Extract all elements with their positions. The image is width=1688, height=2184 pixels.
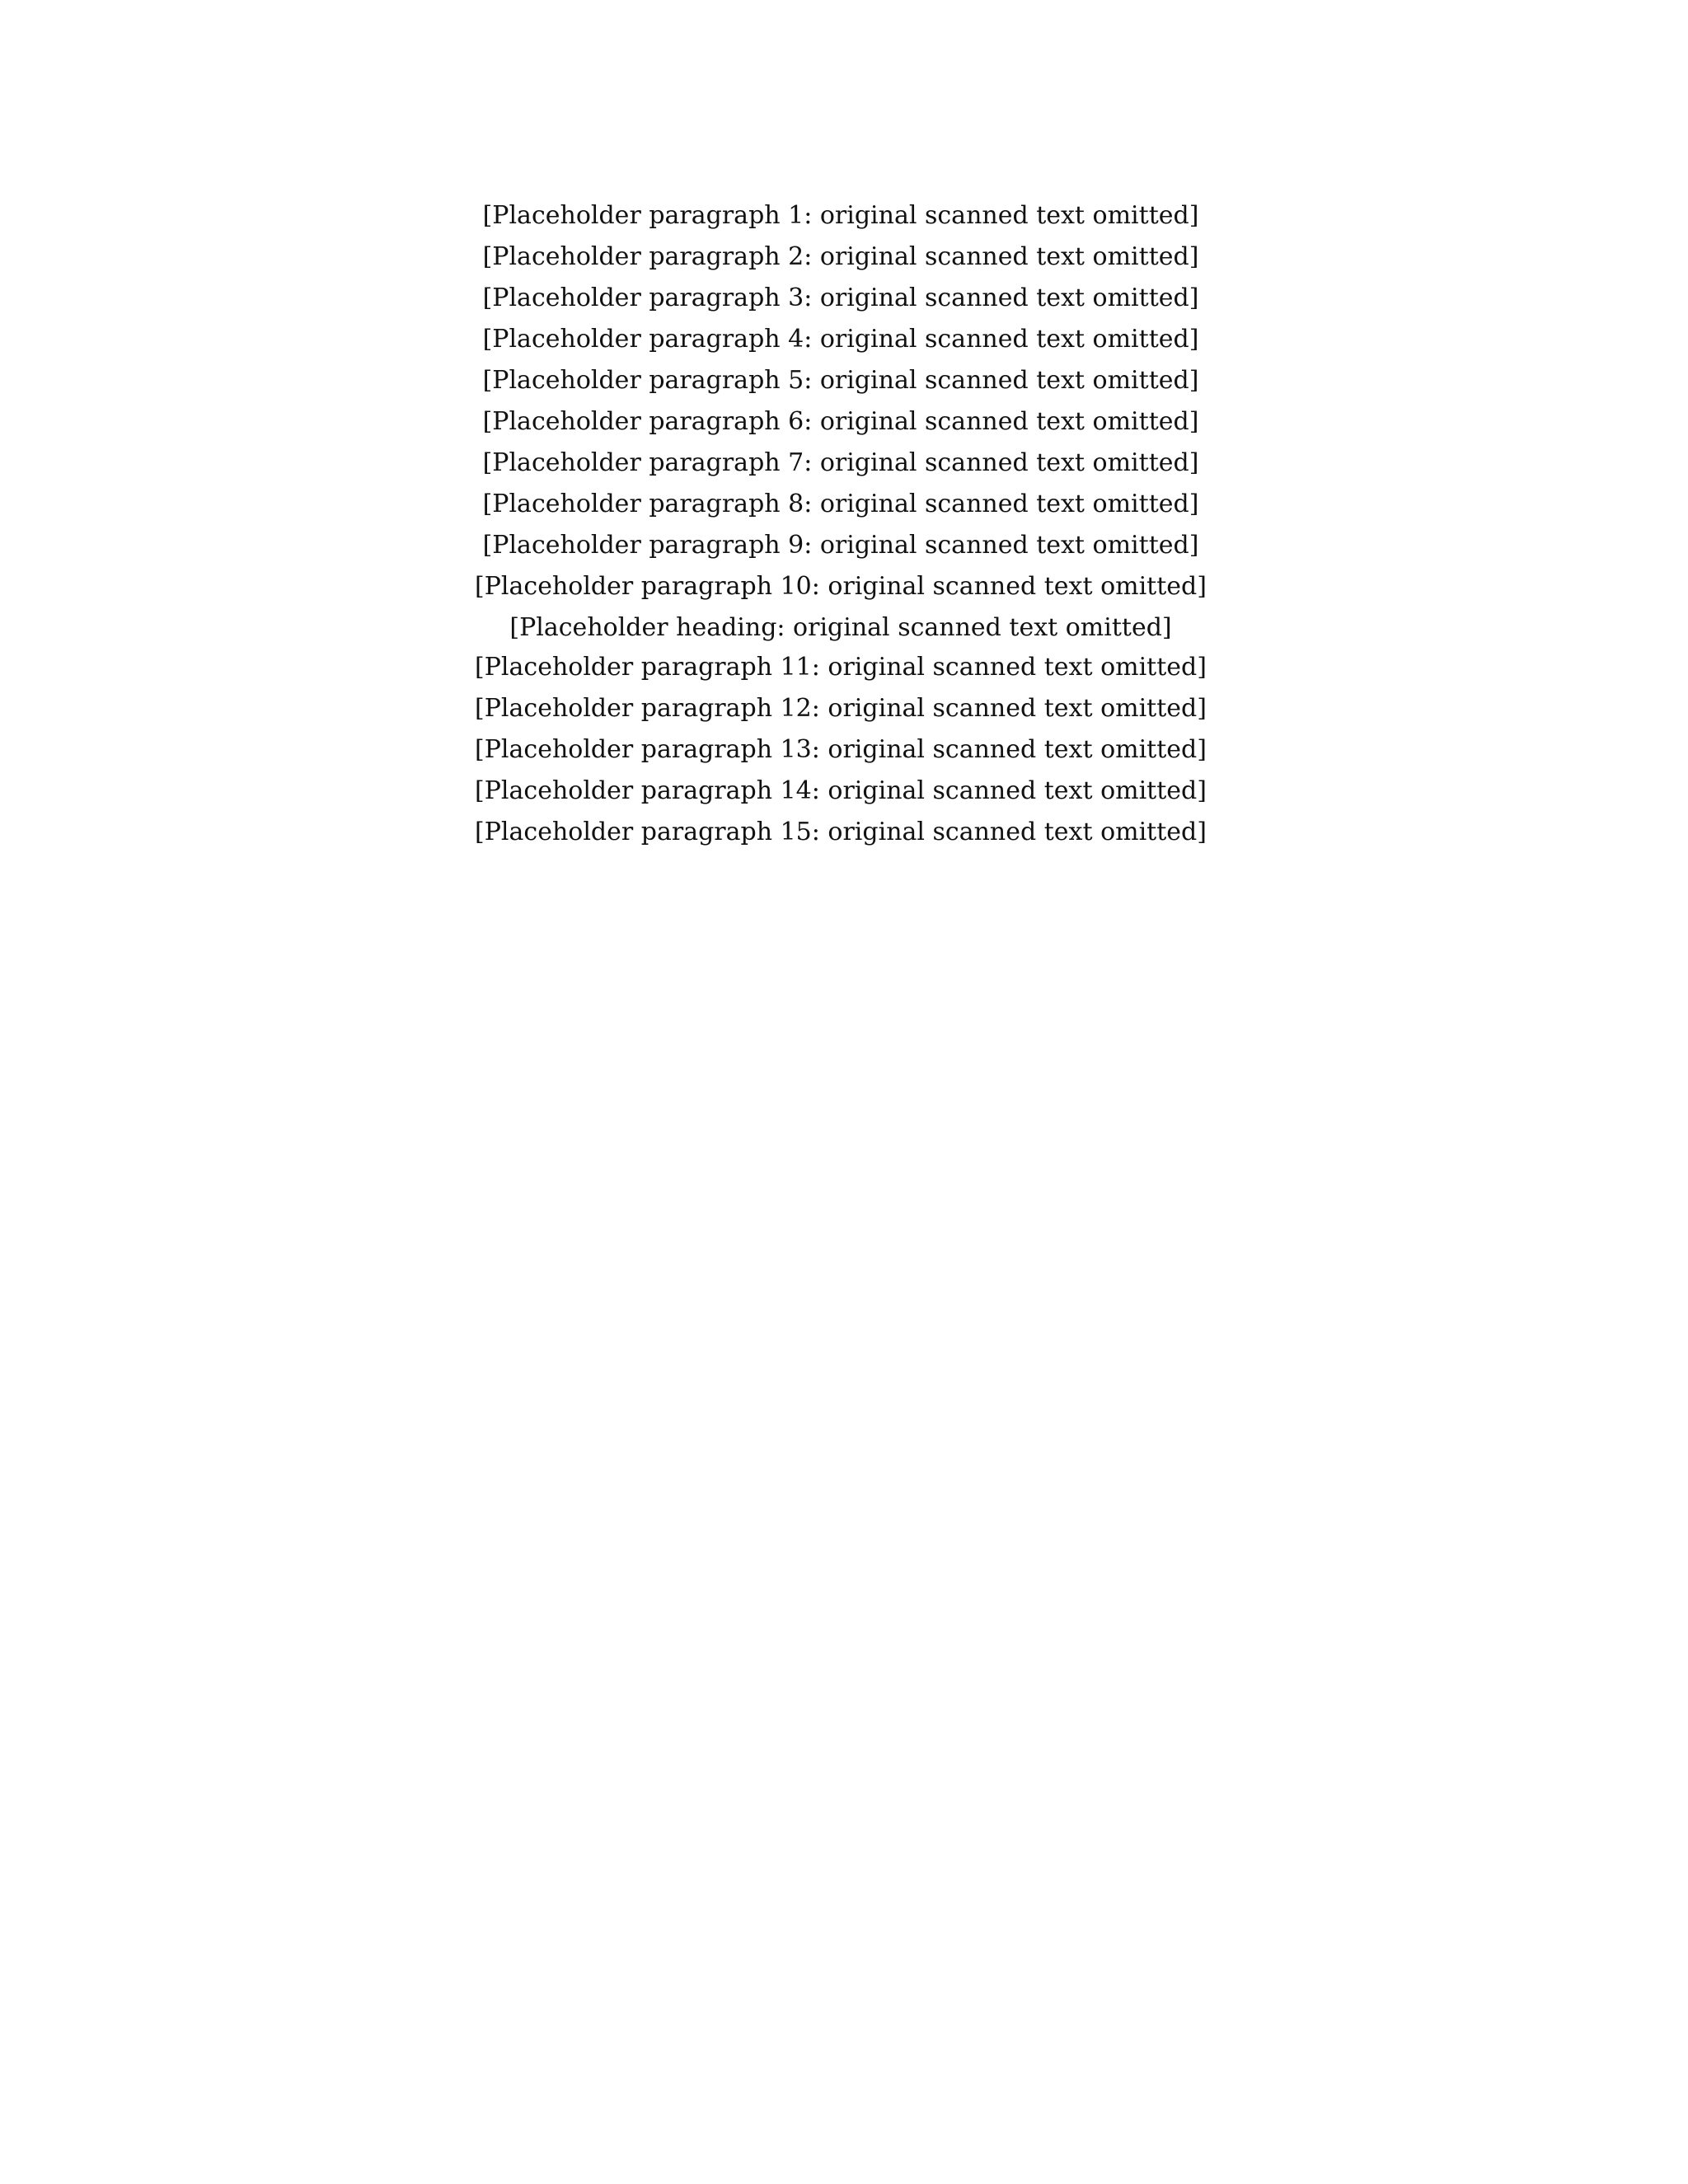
paragraph: [Placeholder paragraph 14: original scanned text omitted] [475,776,1207,805]
section-heading: [Placeholder heading: original scanned text omitted] [509,613,1172,642]
paragraph: [Placeholder paragraph 11: original scanned text omitted] [475,653,1207,682]
paragraph: [Placeholder paragraph 1: original scanned text omitted] [482,201,1199,230]
paragraph: [Placeholder paragraph 12: original scanned text omitted] [475,694,1207,723]
document-body [198,198,1484,851]
document-page [198,198,1484,2011]
paragraph: [Placeholder paragraph 6: original scanned text omitted] [482,407,1199,436]
paragraph: [Placeholder paragraph 13: original scanned text omitted] [475,735,1207,764]
paragraph: [Placeholder paragraph 15: original scanned text omitted] [475,818,1207,846]
paragraph: [Placeholder paragraph 2: original scanned text omitted] [482,242,1199,271]
paragraph: [Placeholder paragraph 4: original scanned text omitted] [482,325,1199,354]
paragraph: [Placeholder paragraph 5: original scanned text omitted] [482,366,1199,395]
paragraph: [Placeholder paragraph 10: original scanned text omitted] [475,572,1207,601]
paragraph: [Placeholder paragraph 3: original scanned text omitted] [482,284,1199,312]
paragraph: [Placeholder paragraph 7: original scanned text omitted] [482,448,1199,477]
paragraph: [Placeholder paragraph 8: original scanned text omitted] [482,490,1199,518]
paragraph: [Placeholder paragraph 9: original scanned text omitted] [482,531,1199,560]
